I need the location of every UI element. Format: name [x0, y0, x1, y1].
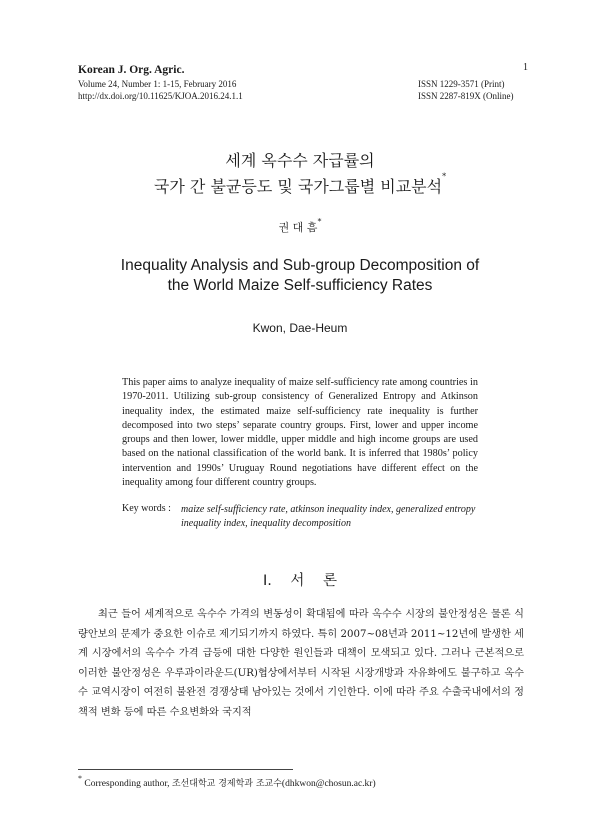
title-footnote-mark: *	[442, 172, 447, 181]
abstract: This paper aims to analyze inequality of maize self-sufficiency rate among countries in 1970-2011. Utilizing sub-group consistency of Generalized Entropy and Atkinson inequality index, the estimated maize self-sufficiency rate inequality is further decomposed into two steps’ separate country groups. First, lower and upper income groups and then lower, lower middle, upper middle and high income groups are used based on the national classification of the world bank. It is inferred that 1980s’ policy intervention and 1990s’ Uruguay Round negotiations have different effect on the inequality among four different country groups.	[122, 377, 478, 489]
english-author: Kwon, Dae-Heum	[252, 321, 348, 335]
doi-link[interactable]: http://dx.doi.org/10.11625/KJOA.2016.24.1.1	[78, 90, 243, 101]
footnote	[78, 776, 376, 789]
korean-title-line-1: 세계 옥수수 자급률의	[225, 151, 375, 170]
section-heading: Ⅰ. 서 론	[262, 573, 338, 589]
keywords-text: maize self-sufficiency rate, atkinson inequality index, generalized entropy inequality index, inequality decomposition	[181, 504, 476, 529]
keywords-label: Key words :	[122, 503, 171, 514]
introduction-paragraph: 최근 들어 세계적으로 옥수수 가격의 변동성이 확대됨에 따라 옥수수 시장의 불안정성은 물론 식량안보의 문제가 중요한 이슈로 제기되기까지 하였다. 특히 2007~08년과 2011~12년에 발생한 세계 시장에서의 옥수수 가격 급등에 대한 다양한 원인들과 대책이 모색되고 있다. 그러나 근본적으로 이러한 불안정성은 우루과이라운드(UR)협상에서부터 시작된 시장개방과 자유화에도 불구하고 옥수수 교역시장이 여전히 불완전 경쟁상태 남아있는 것에서 기인한다. 이에 따라 주요 수출국내에서의 정책적 변화 등에 따른 수요변화와 국지적	[78, 609, 524, 718]
journal-name: Korean J. Org. Agric.	[78, 64, 185, 76]
korean-title-line-2	[0, 174, 600, 197]
page-number: 1	[523, 62, 528, 73]
footnote-affiliation: 조선대학교 경제학과 조교수	[171, 779, 282, 789]
footnote-label: Corresponding author,	[84, 779, 170, 789]
footnote-divider	[78, 769, 293, 770]
footnote-mark: *	[78, 774, 82, 783]
journal-meta	[78, 79, 243, 102]
footnote-email[interactable]: (dhkwon@chosun.ac.kr)	[281, 779, 376, 789]
korean-author	[0, 219, 600, 235]
korean-author-name: 권 대 흠	[278, 221, 318, 234]
korean-title-line-2-text: 국가 간 불균등도 및 국가그룹별 비교분석	[153, 177, 443, 196]
english-title-line-1: Inequality Analysis and Sub-group Decomposition of	[120, 257, 480, 274]
issn-block	[418, 79, 514, 102]
english-title-line-2: the World Maize Self-sufficiency Rates	[167, 277, 433, 294]
issn-print: ISSN 1229-3571 (Print)	[418, 79, 505, 89]
author-footnote-mark: *	[317, 217, 322, 226]
volume-info: Volume 24, Number 1: 1-15, February 2016	[78, 79, 237, 89]
issn-online: ISSN 2287-819X (Online)	[418, 90, 514, 101]
